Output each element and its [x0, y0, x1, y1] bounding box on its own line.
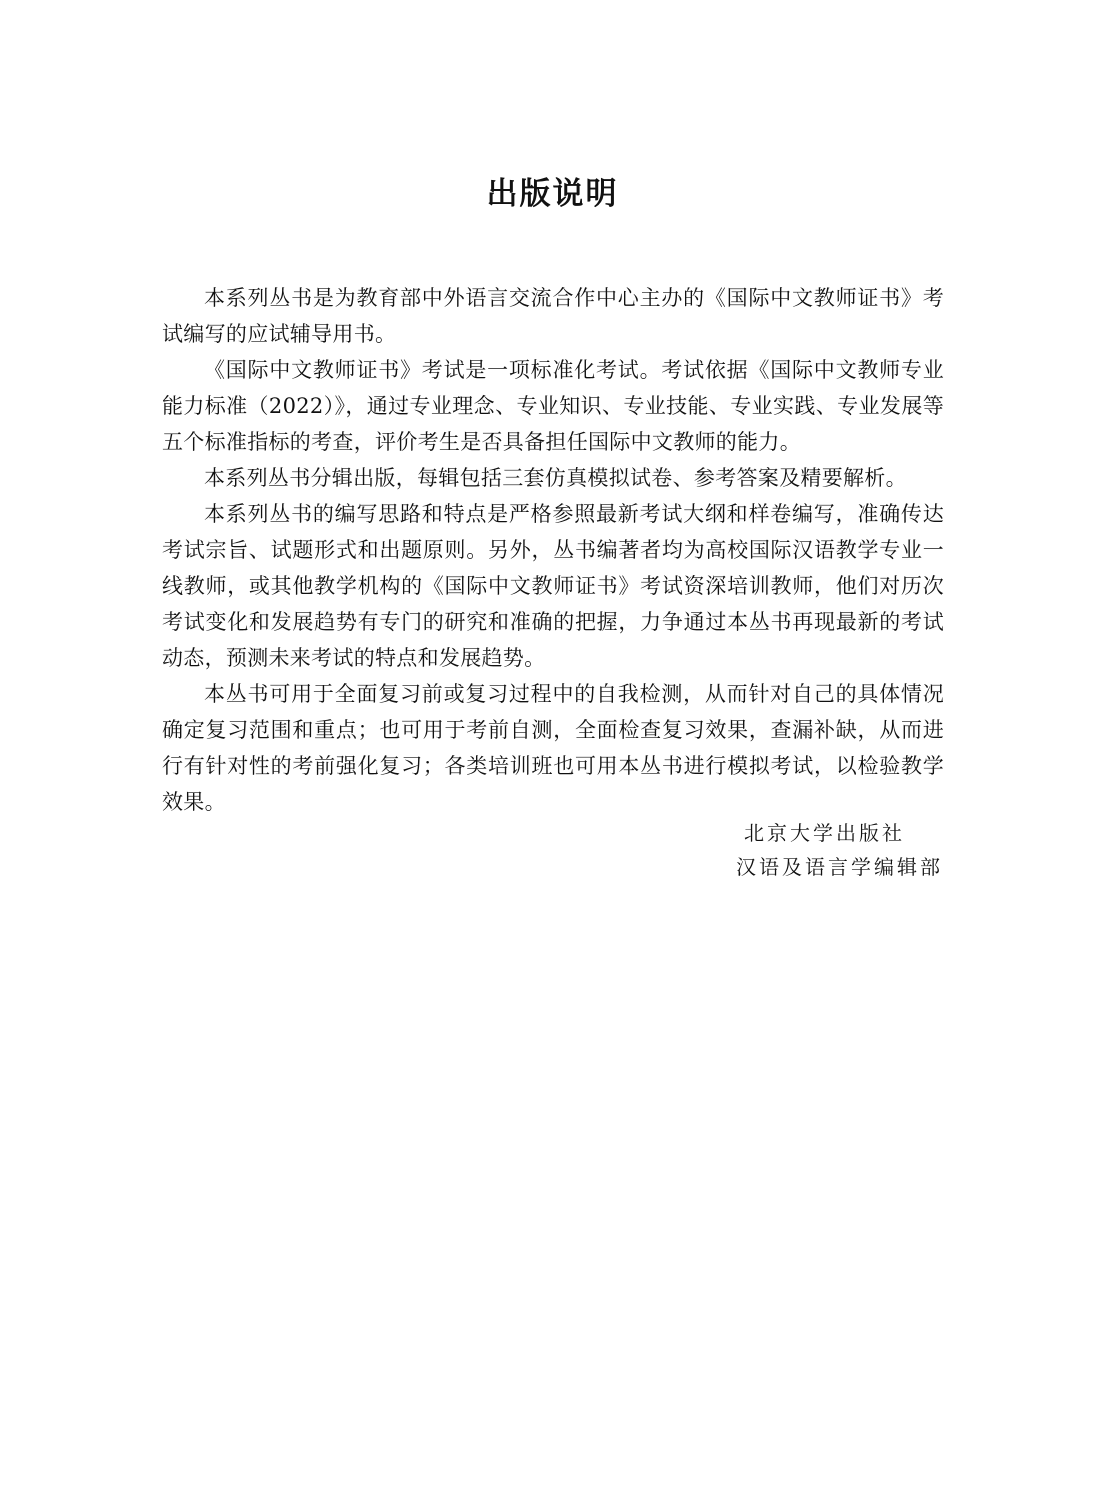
paragraph: 《国际中文教师证书》考试是一项标准化考试。考试依据《国际中文教师专业能力标准（2022）》，通过专业理念、专业知识、专业技能、专业实践、专业发展等五个标准指标的考查，评价考生是否具备担任国际中文教师的能力。 — [162, 358, 944, 454]
signature-block — [0, 816, 943, 884]
publisher-name: 北京大学出版社 — [744, 821, 905, 845]
paragraph: 本系列丛书的编写思路和特点是严格参照最新考试大纲和样卷编写，准确传达考试宗旨、试题形式和出题原则。另外，丛书编著者均为高校国际汉语教学专业一线教师，或其他教学机构的《国际中文教师证书》考试资深培训教师，他们对历次考试变化和发展趋势有专门的研究和准确的把握，力争通过本丛书再现最新的考试动态，预测未来考试的特点和发展趋势。 — [162, 502, 944, 670]
document-body — [162, 280, 944, 820]
paragraph: 本系列丛书分辑出版，每辑包括三套仿真模拟试卷、参考答案及精要解析。 — [204, 466, 907, 490]
paragraph: 本丛书可用于全面复习前或复习过程中的自我检测，从而针对自己的具体情况确定复习范围和重点；也可用于考前自测，全面检查复习效果，查漏补缺，从而进行有针对性的考前强化复习；各类培训班也可用本丛书进行模拟考试，以检验教学效果。 — [162, 682, 944, 814]
department-name: 汉语及语言学编辑部 — [736, 855, 943, 879]
page-title: 出版说明 — [486, 176, 619, 212]
paragraph: 本系列丛书是为教育部中外语言交流合作中心主办的《国际中文教师证书》考试编写的应试辅导用书。 — [162, 286, 944, 346]
